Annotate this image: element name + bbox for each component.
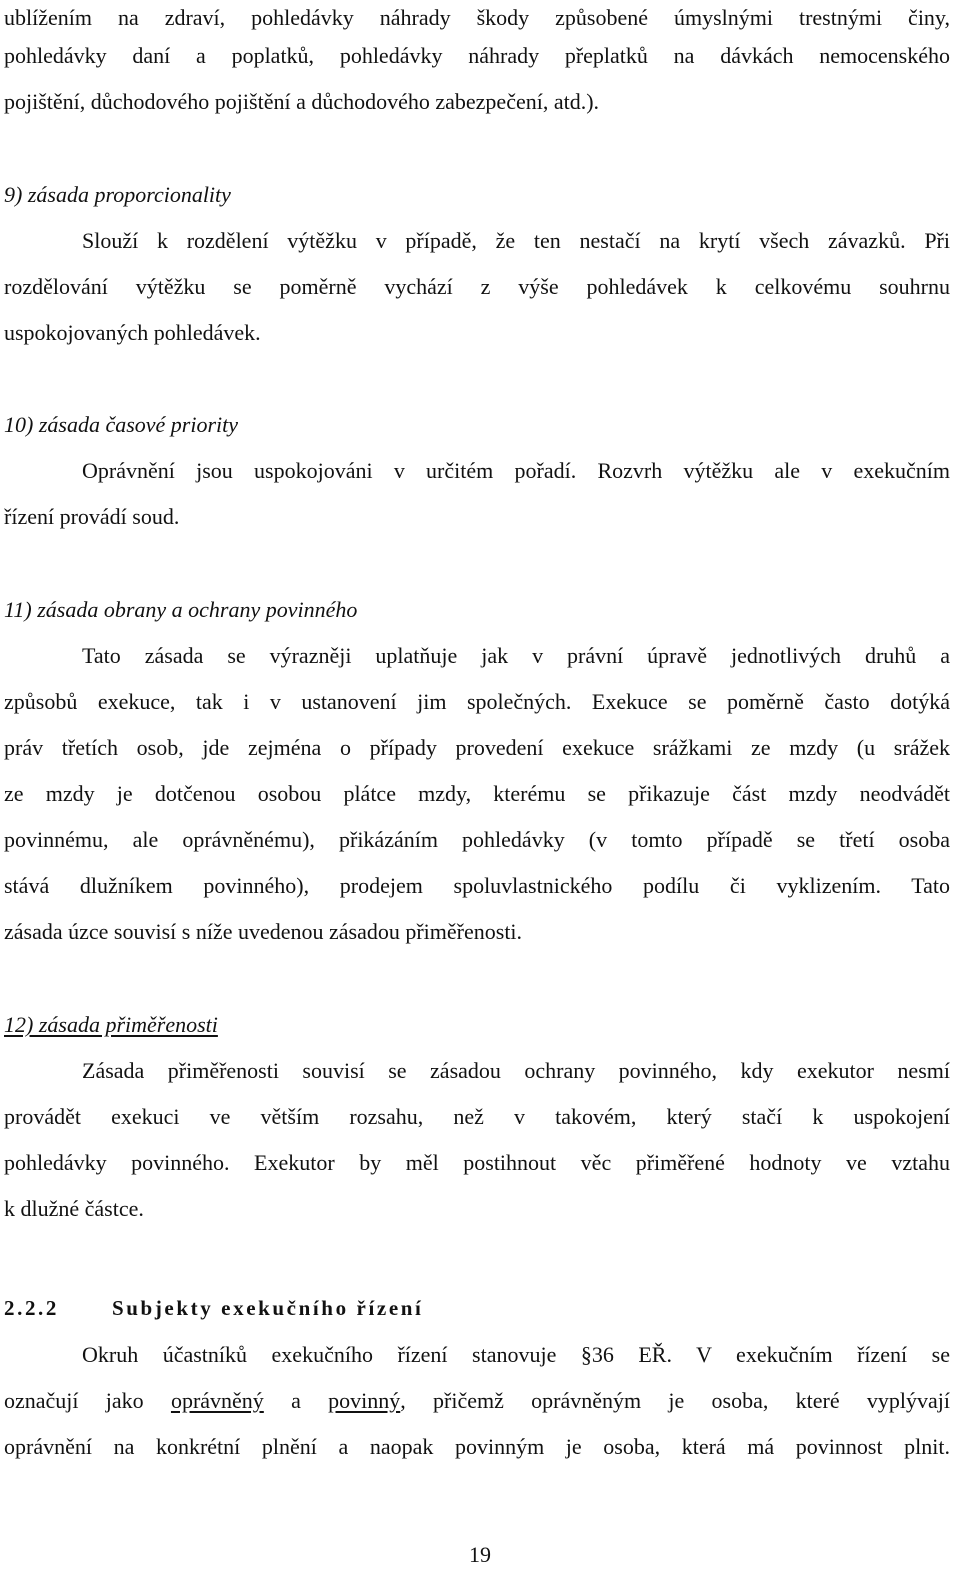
paragraph-line: pojištění, důchodového pojištění a důchodového zabezpečení, atd.).	[4, 89, 600, 114]
paragraph-line: ze mzdy je dotčenou osobou plátce mzdy, kterému se přikazuje část mzdy neodvádět	[4, 781, 950, 806]
paragraph-line: zásada úzce souvisí s níže uvedenou zásadou přiměřenosti.	[4, 919, 523, 944]
section-title: Subjekty exekučního řízení	[112, 1296, 424, 1320]
paragraph-line: pohledávky daní a poplatků, pohledávky náhrady přeplatků na dávkách nemocenského	[4, 43, 950, 68]
page-number: 19	[469, 1542, 491, 1567]
paragraph-line: práv třetích osob, jde zejména o případy provedení exekuce srážkami ze mzdy (u srážek	[4, 735, 950, 760]
subsection-heading: 11) zásada obrany a ochrany povinného	[4, 597, 358, 622]
text-span: a	[263, 1388, 329, 1413]
paragraph-line: k dlužné částce.	[4, 1196, 144, 1221]
subsection-heading: 10) zásada časové priority	[4, 412, 239, 437]
paragraph-line: stává dlužníkem povinného), prodejem spoluvlastnického podílu či vyklizením. Tato	[4, 873, 950, 898]
paragraph-line: ublížením na zdraví, pohledávky náhrady škody způsobené úmyslnými trestnými činy,	[4, 5, 950, 30]
paragraph-line: Okruh účastníků exekučního řízení stanovuje §36 EŘ. V exekučním řízení se	[82, 1342, 950, 1367]
section-heading	[4, 1293, 423, 1323]
text-span: označují jako	[4, 1388, 171, 1413]
paragraph-line: způsobů exekuce, tak i v ustanovení jim společných. Exekuce se poměrně často dotýká	[4, 689, 950, 714]
paragraph-line: Slouží k rozdělení výtěžku v případě, že ten nestačí na krytí všech závazků. Při	[82, 228, 950, 253]
subsection-heading: 12) zásada přiměřenosti	[4, 1012, 218, 1037]
paragraph-line: Tato zásada se výrazněji uplatňuje jak v právní úpravě jednotlivých druhů a	[82, 643, 950, 668]
term-povinny: povinný	[328, 1388, 401, 1413]
paragraph-line: oprávnění na konkrétní plnění a naopak povinným je osoba, která má povinnost plnit.	[4, 1434, 950, 1459]
paragraph-line	[4, 1386, 950, 1416]
paragraph-line: pohledávky povinného. Exekutor by měl postihnout věc přiměřené hodnoty ve vztahu	[4, 1150, 950, 1175]
paragraph-line: Oprávnění jsou uspokojováni v určitém pořadí. Rozvrh výtěžku ale v exekučním	[82, 458, 950, 483]
paragraph-line: řízení provádí soud.	[4, 504, 180, 529]
paragraph-line: povinnému, ale oprávněnému), přikázáním pohledávky (v tomto případě se třetí osoba	[4, 827, 950, 852]
paragraph-line: Zásada přiměřenosti souvisí se zásadou ochrany povinného, kdy exekutor nesmí	[82, 1058, 950, 1083]
section-number: 2.2.2	[4, 1296, 59, 1320]
paragraph-line: provádět exekuci ve větším rozsahu, než v takovém, který stačí k uspokojení	[4, 1104, 950, 1129]
term-opravneny: oprávněný	[170, 1388, 264, 1413]
paragraph-line: uspokojovaných pohledávek.	[4, 320, 261, 345]
paragraph-line: rozdělování výtěžku se poměrně vychází z výše pohledávek k celkovému souhrnu	[4, 274, 950, 299]
subsection-heading: 9) zásada proporcionality	[4, 182, 231, 207]
text-span: , přičemž oprávněným je osoba, které vyplývají	[400, 1388, 951, 1413]
